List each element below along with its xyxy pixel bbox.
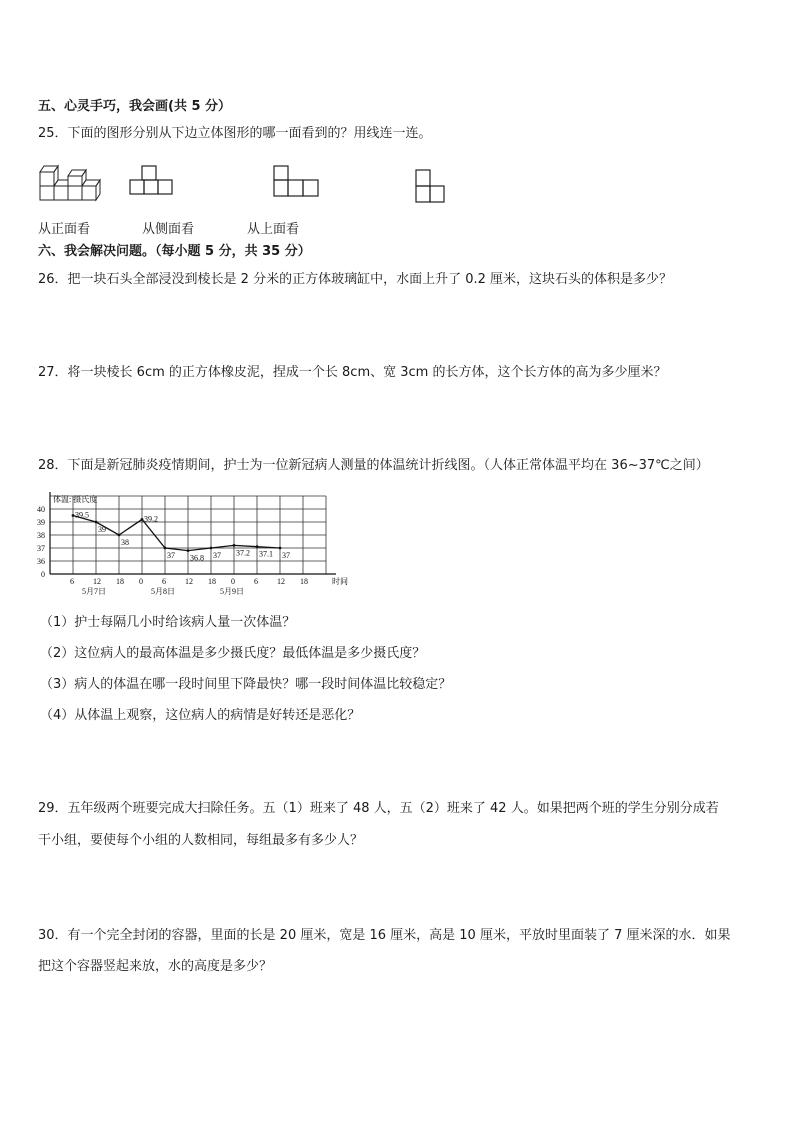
question-28-part-4: （4）从体温上观察，这位病人的病情是好转还是恶化？ (40, 708, 361, 723)
data-point (72, 514, 75, 517)
question-29-line-2: 干小组，要使每个小组的人数相同，每组最多有多少人？ (38, 833, 364, 848)
question-30-line-2: 把这个容器竖起来放，水的高度是多少？ (38, 959, 273, 974)
view-shape-a (128, 162, 174, 202)
question-28-part-2: （2）这位病人的最高体温是多少摄氏度？最低体温是多少摄氏度？ (40, 646, 426, 661)
x-tick-label: 0 (139, 577, 143, 586)
y-tick-label: 39 (37, 518, 45, 527)
x-tick-label: 6 (162, 577, 166, 586)
view-label-front: 从正面看 (38, 222, 91, 237)
question-28-part-1: （1）护士每隔几小时给该病人量一次体温？ (40, 615, 296, 630)
y-axis-label: 体温: 摄氏度 (53, 495, 98, 504)
data-label: 39.5 (75, 510, 89, 520)
data-point (95, 521, 98, 524)
question-25: 25．下面的图形分别从下边立体图形的哪一面看到的？用线连一连。 (38, 126, 432, 141)
x-tick-label: 18 (208, 577, 216, 586)
data-label: 37.1 (259, 549, 273, 559)
data-point (164, 547, 167, 550)
data-point (118, 534, 121, 537)
data-label: 37 (167, 551, 175, 560)
data-point (256, 545, 259, 548)
x-tick-label: 12 (277, 577, 285, 586)
data-label: 37.2 (236, 548, 250, 558)
question-29-line-1: 29．五年级两个班要完成大扫除任务。五（1）班来了 48 人，五（2）班来了 42 人。如果把两个班的学生分别分成若 (38, 801, 719, 816)
y-tick-label: 37 (37, 544, 45, 553)
section-6-heading: 六、我会解决问题。（每小题 5 分，共 35 分） (38, 244, 311, 259)
data-label: 37 (213, 551, 221, 560)
x-tick-label: 18 (116, 577, 124, 586)
section-5-heading: 五、心灵手巧，我会画(共 5 分） (38, 99, 232, 114)
data-point (210, 547, 213, 550)
x-tick-label: 12 (185, 577, 193, 586)
view-label-side: 从侧面看 (142, 222, 195, 237)
data-label: 39.2 (144, 514, 158, 524)
y-tick-label: 0 (41, 570, 45, 579)
y-tick-label: 38 (37, 531, 45, 540)
question-26: 26．把一块石头全部浸没到棱长是 2 分米的正方体玻璃缸中，水面上升了 0.2 厘米，这块石头的体积是多少？ (38, 272, 673, 287)
x-tick-label: 6 (70, 577, 74, 586)
data-point (187, 549, 190, 552)
data-point (279, 547, 282, 550)
view-shape-c (414, 166, 450, 208)
x-tick-label: 6 (254, 577, 258, 586)
date-label: 5月7日 (82, 587, 106, 596)
data-point (141, 518, 144, 521)
question-28-part-3: （3）病人的体温在哪一段时间里下降最快？哪一段时间体温比较稳定？ (40, 677, 452, 692)
x-tick-label: 0 (231, 577, 235, 586)
data-label: 39 (98, 525, 106, 534)
x-tick-label: 12 (93, 577, 101, 586)
x-tick-label: 18 (300, 577, 308, 586)
view-shape-b (272, 164, 322, 204)
data-label: 38 (121, 538, 129, 547)
data-label: 36.8 (190, 553, 204, 563)
y-tick-label: 40 (37, 505, 45, 514)
y-tick-label: 36 (37, 557, 45, 566)
x-axis-label: 时间 (332, 577, 348, 586)
date-label: 5月8日 (151, 587, 175, 596)
data-point (233, 544, 236, 547)
question-30-line-1: 30．有一个完全封闭的容器，里面的长是 20 厘米，宽是 16 厘米，高是 10 厘米，平放时里面装了 7 厘米深的水．如果 (38, 928, 731, 943)
question-27: 27．将一块棱长 6cm 的正方体橡皮泥，捏成一个长 8cm、宽 3cm 的长方体，这个长方体的高为多少厘米？ (38, 365, 667, 380)
3d-block-figure (38, 160, 102, 206)
view-label-top: 从上面看 (247, 222, 300, 237)
question-28: 28．下面是新冠肺炎疫情期间，护士为一位新冠病人测量的体温统计折线图。（人体正常体温平均在 36~37℃之间） (38, 458, 709, 473)
date-label: 5月9日 (220, 587, 244, 596)
temperature-line-chart (36, 490, 346, 600)
data-label: 37 (282, 551, 290, 560)
